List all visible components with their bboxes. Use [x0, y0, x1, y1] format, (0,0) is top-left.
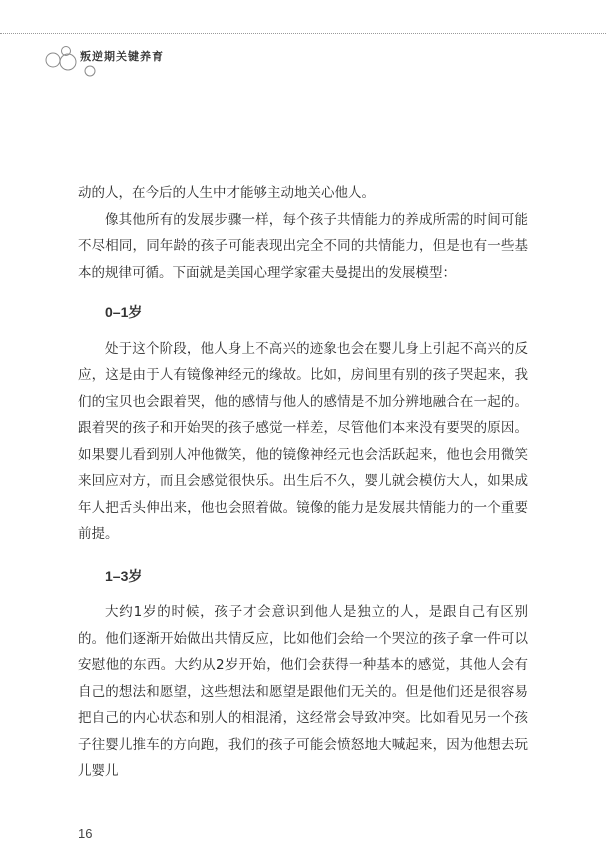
page-number: 16 [78, 826, 93, 841]
header-dotted-rule [0, 33, 606, 34]
paragraph: 动的人，在今后的人生中才能够主动地关心他人。 [78, 185, 375, 201]
paragraph: 像其他所有的发展步骤一样，每个孩子共情能力的养成所需的时间可能不尽相同，同年龄的孩子可能表现出完全不同的共情能力，但是也有一些基本的规律可循。下面就是美国心理学家霍夫曼提出的发展模型： [78, 211, 528, 281]
paragraph: 处于这个阶段，他人身上不高兴的迹象也会在婴儿身上引起不高兴的反应，这是由于人有镜像神经元的缘故。比如，房间里有别的孩子哭起来，我们的宝贝也会跟着哭，他的感情与他人的感情是不加分辨地融合在一起的。跟着哭的孩子和开始哭的孩子感觉一样差，尽管他们本来没有要哭的原因。如果婴儿看到别人冲他微笑，他的镜像神经元也会活跃起来，他也会用微笑来回应对方，而且会感觉很快乐。出生后不久，婴儿就会模仿大人，如果成年人把舌头伸出来，他也会照着做。镜像的能力是发展共情能力的一个重要前提。 [78, 340, 528, 542]
running-header-title: 叛逆期关键养育 [80, 50, 164, 63]
section-heading: 1–3岁 [105, 567, 143, 584]
paragraph: 大约1岁的时候，孩子才会意识到他人是独立的人，是跟自己有区别的。他们逐渐开始做出共情反应，比如他们会给一个哭泣的孩子拿一件可以安慰他的东西。大约从2岁开始，他们会获得一种基本的感觉，其他人会有自己的想法和愿望，这些想法和愿望是跟他们无关的。但是他们还是很容易把自己的内心状态和别人的相混淆，这经常会导致冲突。比如看见另一个孩子往婴儿推车的方向跑，我们的孩子可能会愤怒地大喊起来，因为他想去玩儿婴儿 [78, 604, 528, 779]
page-body [78, 180, 528, 785]
section-heading: 0–1岁 [105, 304, 143, 320]
